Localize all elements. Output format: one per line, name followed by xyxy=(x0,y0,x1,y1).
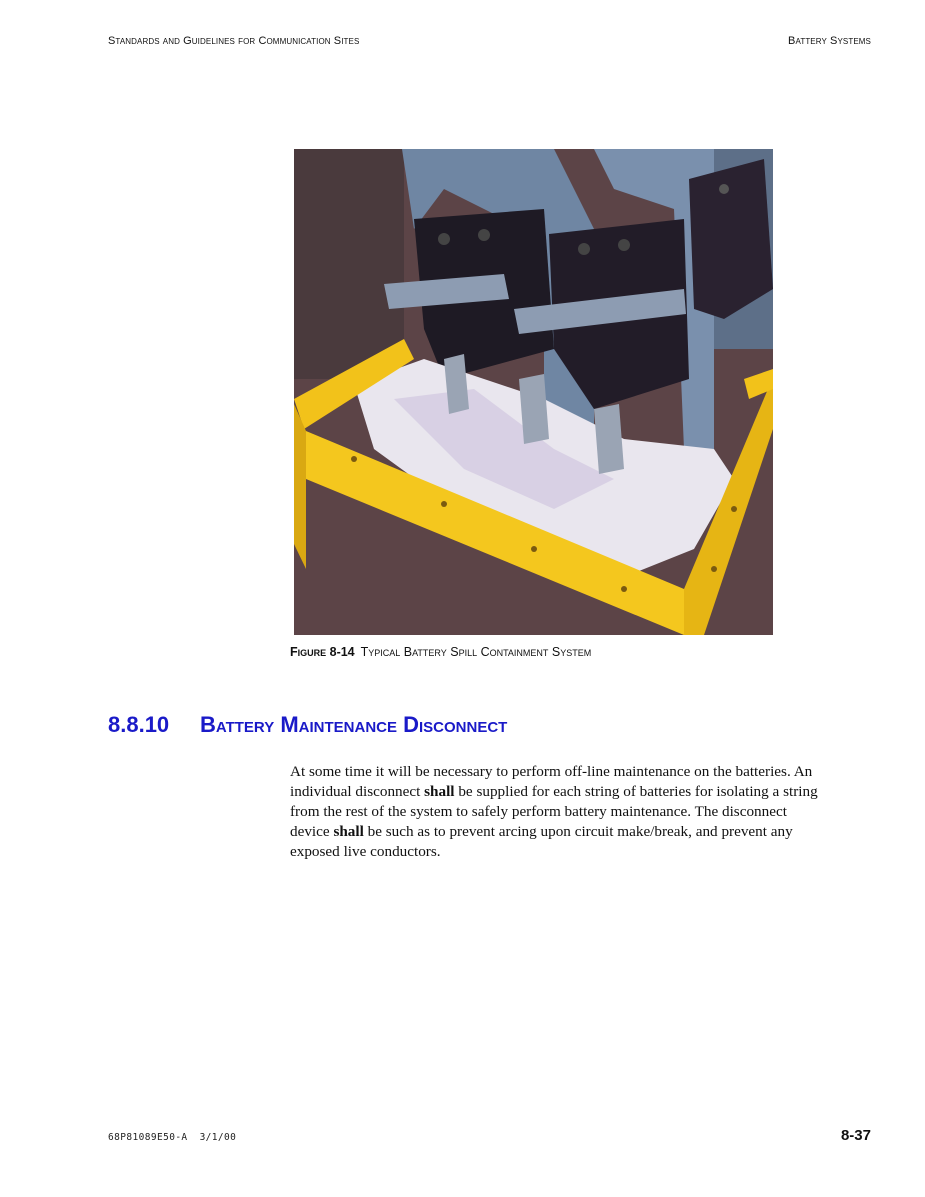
battery-spill-containment-photo xyxy=(294,149,773,635)
paragraph-line xyxy=(290,782,880,802)
page-number: 8-37 xyxy=(840,1127,871,1144)
text-run: individual disconnect xyxy=(290,783,425,800)
footer-doc-info xyxy=(108,1132,236,1143)
emphasis-shall: shall xyxy=(333,823,364,840)
emphasis-shall: shall xyxy=(424,783,455,800)
text-run: be supplied for each string of batteries for isolating a string xyxy=(454,783,818,800)
section-heading xyxy=(108,712,507,738)
text-run: device xyxy=(290,823,334,840)
section-number: 8.8.10 xyxy=(108,712,170,737)
paragraph-line: exposed live conductors. xyxy=(290,843,441,860)
figure-number: Figure 8-14 xyxy=(290,645,355,659)
running-header-section: Battery Systems xyxy=(788,35,871,47)
body-paragraph xyxy=(290,762,880,862)
footer-date: 3/1/00 xyxy=(199,1132,237,1143)
paragraph-line: from the rest of the system to safely perform battery maintenance. The disconnect xyxy=(290,803,787,820)
paragraph-line xyxy=(290,822,880,842)
running-header-title: Standards and Guidelines for Communication Sites xyxy=(108,35,360,47)
section-title: Battery Maintenance Disconnect xyxy=(200,712,508,737)
figure-caption xyxy=(290,645,591,659)
paragraph-line: At some time it will be necessary to perform off-line maintenance on the batteries. An xyxy=(290,763,813,780)
text-run: be such as to prevent arcing upon circuit make/break, and prevent any xyxy=(363,823,793,840)
footer-doc-id: 68P81089E50-A xyxy=(108,1132,188,1143)
figure-caption-text: Typical Battery Spill Containment System xyxy=(360,645,592,659)
